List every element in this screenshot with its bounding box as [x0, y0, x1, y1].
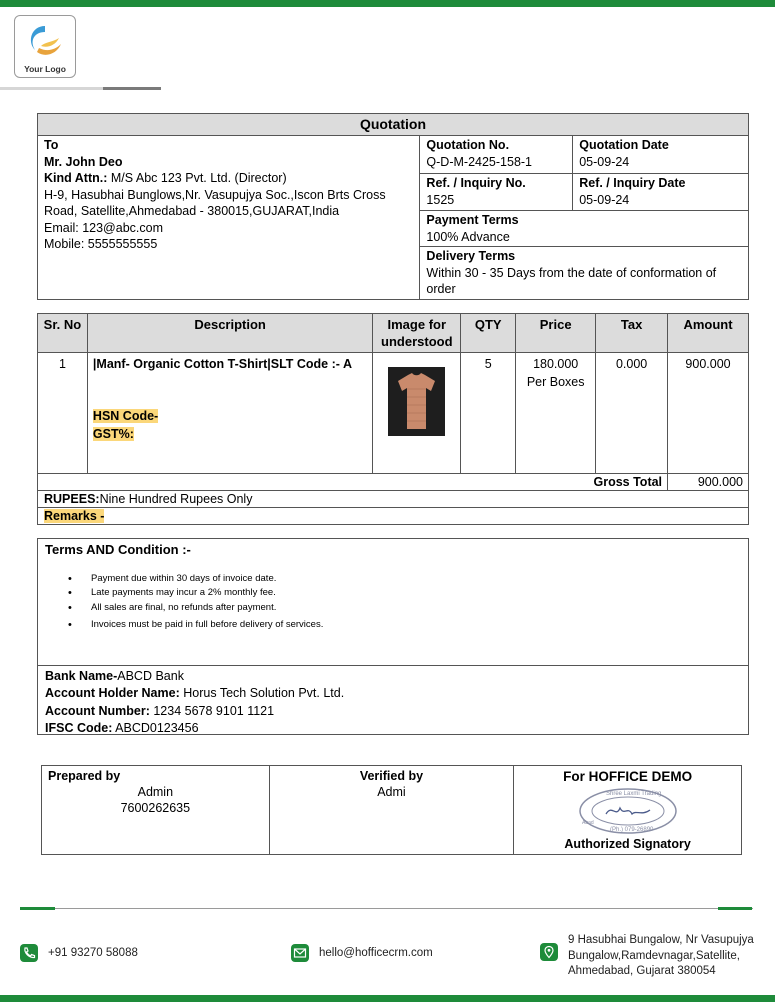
for-company: For HOFFICE DEMO — [563, 769, 693, 784]
footer-divider — [20, 908, 753, 909]
list-item: • Invoices must be paid in full before delivery of services. — [68, 618, 323, 632]
tshirt-image — [388, 367, 445, 436]
list-item: • All sales are final, no refunds after payment. — [68, 601, 323, 615]
quotation-no-cell — [420, 136, 573, 174]
item-price-cell — [516, 353, 596, 474]
ref-date-cell — [573, 174, 749, 211]
verified-by-cell — [269, 766, 514, 855]
remarks-label: Remarks - — [44, 509, 105, 523]
quotation-title: Quotation — [38, 114, 749, 136]
svg-text:(Ph.) 079-26890: (Ph.) 079-26890 — [609, 827, 653, 833]
prepared-by-name: Admin — [137, 785, 174, 799]
payment-terms: 100% Advance — [426, 229, 510, 244]
hsn-code: HSN Code- — [92, 409, 159, 423]
footer-address: 9 Hasubhai Bungalow, Nr Vasupujya Bungalow,Ramdevnagar,Satellite, Ahmedabad, Gujarat 380054 — [568, 934, 754, 977]
header-divider-dark — [103, 87, 161, 90]
item-price: 180.000 — [533, 357, 579, 371]
phone-icon — [20, 944, 38, 962]
remarks-cell — [38, 508, 749, 525]
item-tax: 0.000 — [596, 353, 668, 474]
quotation-date-label: Quotation Date — [579, 138, 669, 152]
col-qty: QTY — [461, 314, 516, 353]
location-icon — [540, 943, 558, 961]
quotation-no: Q-D-M-2425-158-1 — [426, 154, 533, 169]
list-item: • Late payments may incur a 2% monthly fee. — [68, 586, 323, 600]
prepared-by-cell — [42, 766, 270, 855]
top-accent-bar — [0, 0, 775, 7]
gross-total-row — [38, 474, 749, 491]
footer-accent-right — [718, 907, 752, 910]
delivery-terms-label: Delivery Terms — [426, 249, 516, 263]
svg-text:Shree Laxmi Trading: Shree Laxmi Trading — [605, 791, 661, 797]
terms-list — [68, 572, 323, 632]
verified-by-label: Verified by — [359, 769, 424, 783]
authorized-cell — [514, 766, 742, 855]
item-amount: 900.000 — [668, 353, 749, 474]
ref-date: 05-09-24 — [579, 192, 630, 207]
footer-email[interactable]: hello@hofficecrm.com — [319, 947, 433, 959]
account-number: Account Number: 1234 5678 9101 1121 — [45, 703, 275, 718]
bottom-accent-bar — [0, 995, 775, 1002]
col-tax: Tax — [596, 314, 668, 353]
ref-no-cell — [420, 174, 573, 211]
table-row — [38, 353, 749, 474]
bank-name: Bank Name-ABCD Bank — [45, 669, 184, 683]
item-qty: 5 — [461, 353, 516, 474]
customer-name: Mr. John Deo — [44, 154, 123, 169]
footer-phone[interactable]: +91 93270 58088 — [48, 947, 138, 959]
company-logo — [14, 15, 76, 78]
to-label: To — [44, 138, 59, 152]
terms-divider — [38, 665, 748, 666]
ref-no: 1525 — [426, 192, 455, 207]
items-header-row — [38, 314, 749, 353]
delivery-terms: Within 30 - 35 Days from the date of conformation of order — [426, 265, 717, 296]
col-price: Price — [516, 314, 596, 353]
header-divider-light — [0, 87, 103, 90]
gst-percent: GST%: — [92, 427, 134, 441]
items-table — [37, 313, 749, 525]
quotation-no-label: Quotation No. — [426, 138, 510, 152]
gross-total-value: 900.000 — [668, 474, 749, 491]
item-image-cell — [373, 353, 461, 474]
terms-section — [37, 538, 749, 735]
mail-icon — [291, 944, 309, 962]
rupees-row — [38, 491, 749, 508]
customer-mobile: Mobile: 5555555555 — [44, 237, 158, 251]
ifsc-code: IFSC Code: ABCD0123456 — [45, 720, 199, 735]
payment-terms-label: Payment Terms — [426, 213, 519, 227]
rupees-text: RUPEES:Nine Hundred Rupees Only — [38, 491, 749, 508]
customer-cell — [38, 136, 420, 300]
kind-attn: Kind Attn.: M/S Abc 123 Pvt. Ltd. (Director) — [44, 171, 287, 185]
verified-by-name: Admi — [377, 785, 406, 799]
list-item: • Payment due within 30 days of invoice date. — [68, 572, 323, 586]
delivery-terms-cell — [420, 247, 749, 300]
ref-date-label: Ref. / Inquiry Date — [579, 176, 686, 190]
quotation-info-table — [37, 113, 749, 300]
remarks-row — [38, 508, 749, 525]
col-amount: Amount — [668, 314, 749, 353]
quotation-date-cell — [573, 136, 749, 174]
item-description-cell — [87, 353, 372, 474]
col-image: Image for understood — [373, 314, 461, 353]
col-description: Description — [87, 314, 372, 353]
authorized-signatory: Authorized Signatory — [564, 837, 691, 851]
signature-table — [41, 765, 742, 855]
account-holder: Account Holder Name: Horus Tech Solution Pvt. Ltd. — [45, 686, 345, 701]
company-stamp — [576, 786, 680, 836]
logo-icon — [15, 16, 75, 64]
item-price-unit: Per Boxes — [526, 375, 585, 389]
customer-email: Email: 123@abc.com — [44, 220, 163, 235]
col-sr-no: Sr. No — [38, 314, 88, 353]
customer-address: H-9, Hasubhai Bunglows,Nr. Vasupujya Soc.,Iscon Brts Cross Road, Satellite,Ahmedabad - 380015,GUJARAT,India — [44, 187, 386, 218]
logo-text: Your Logo — [24, 64, 66, 74]
prepared-by-label: Prepared by — [48, 769, 121, 783]
terms-title: Terms AND Condition :- — [45, 542, 191, 557]
prepared-by-phone: 7600262635 — [120, 801, 191, 815]
footer-accent-left — [20, 907, 55, 910]
gross-total-label: Gross Total — [38, 474, 668, 491]
item-description: |Manf- Organic Cotton T-Shirt|SLT Code :- A — [92, 357, 352, 371]
svg-text:Abad: Abad — [581, 820, 594, 826]
quotation-date: 05-09-24 — [579, 154, 630, 169]
payment-terms-cell — [420, 211, 749, 247]
bank-details — [45, 668, 344, 737]
item-sr: 1 — [38, 353, 88, 474]
ref-no-label: Ref. / Inquiry No. — [426, 176, 526, 190]
